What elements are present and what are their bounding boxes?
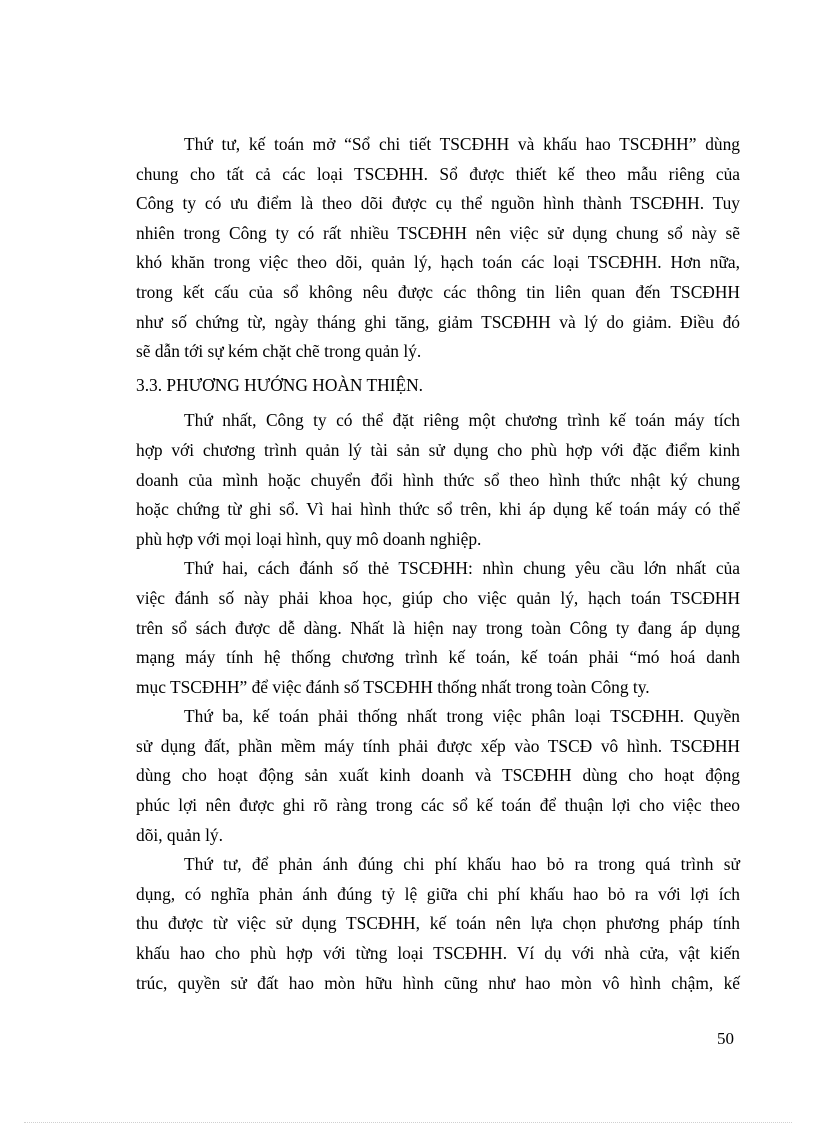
paragraph-line: hoặc chứng từ ghi sổ. Vì hai hình thức sổ trên, khi áp dụng kế toán máy có thể <box>136 499 740 520</box>
paragraph-line: Thứ nhất, Công ty có thể đặt riêng một chương trình kế toán máy tích <box>184 410 740 431</box>
paragraph-3 <box>136 554 740 702</box>
paragraph-line: Thứ tư, để phản ánh đúng chi phí khấu hao bỏ ra trong quá trình sử <box>184 854 740 875</box>
paragraph-line: việc đánh số này phải khoa học, giúp cho việc quản lý, hạch toán TSCĐHH <box>136 587 740 608</box>
paragraph-line: sẽ dẫn tới sự kém chặt chẽ trong quản lý. <box>136 341 422 362</box>
page-number: 50 <box>717 1029 734 1048</box>
paragraph-line: sử dụng đất, phần mềm máy tính phải được xếp vào TSCĐ vô hình. TSCĐHH <box>136 735 740 756</box>
paragraph-line: Thứ ba, kế toán phải thống nhất trong việc phân loại TSCĐHH. Quyền <box>184 706 740 727</box>
paragraph-line: phù hợp với mọi loại hình, quy mô doanh nghiệp. <box>136 528 482 549</box>
paragraph-line: trên sổ sách được dễ dàng. Nhất là hiện nay trong toàn Công ty đang áp dụng <box>136 617 740 638</box>
paragraph-line: trong kết cấu của sổ không nêu được các thông tin liên quan đến TSCĐHH <box>136 281 740 302</box>
paragraph-line: mạng máy tính hệ thống chương trình kế toán, kế toán phải “mó hoá danh <box>136 647 740 668</box>
paragraph-line: dụng, có nghĩa phản ánh đúng tỷ lệ giữa chi phí khấu hao bỏ ra với lợi ích <box>136 883 740 904</box>
paragraph-line: Công ty có ưu điểm là theo dõi được cụ thể nguồn hình thành TSCĐHH. Tuy <box>136 193 740 214</box>
paragraph-line: doanh của mình hoặc chuyển đổi hình thức sổ theo hình thức nhật ký chung <box>136 469 740 490</box>
page-body <box>136 130 740 998</box>
paragraph-line: hợp với chương trình quản lý tài sản sử dụng cho phù hợp với đặc điểm kinh <box>136 439 740 460</box>
paragraph-line: Thứ hai, cách đánh số thẻ TSCĐHH: nhìn chung yêu cầu lớn nhất của <box>184 558 740 579</box>
paragraph-1 <box>136 130 740 367</box>
paragraph-line: Thứ tư, kế toán mở “Sổ chi tiết TSCĐHH và khấu hao TSCĐHH” dùng <box>184 134 740 154</box>
paragraph-line: chung cho tất cả các loại TSCĐHH. Sổ được thiết kế theo mẫu riêng của <box>136 163 740 184</box>
paragraph-line: dõi, quản lý. <box>136 824 223 845</box>
paragraph-line: khấu hao cho phù hợp với từng loại TSCĐHH. Ví dụ với nhà cửa, vật kiến <box>136 943 740 964</box>
paragraph-5 <box>136 850 740 998</box>
paragraph-line: thu được từ việc sử dụng TSCĐHH, kế toán nên lựa chọn phương pháp tính <box>136 913 740 934</box>
paragraph-line: khó khăn trong việc theo dõi, quản lý, hạch toán các loại TSCĐHH. Hơn nữa, <box>136 252 740 273</box>
paragraph-line: dùng cho hoạt động sản xuất kinh doanh và TSCĐHH dùng cho hoạt động <box>136 765 740 786</box>
paragraph-line: trúc, quyền sử đất hao mòn hữu hình cũng như hao mòn vô hình chậm, kế <box>136 972 740 993</box>
paragraph-line: phúc lợi nên được ghi rõ ràng trong các sổ kế toán để thuận lợi cho việc theo <box>136 795 740 816</box>
paragraph-line: mục TSCĐHH” để việc đánh số TSCĐHH thống nhất trong toàn Công ty. <box>136 676 650 697</box>
paragraph-line: nhiên trong Công ty có rất nhiều TSCĐHH nên việc sử dụng chung sổ này sẽ <box>136 222 740 243</box>
section-heading: 3.3. PHƯƠNG HƯỚNG HOÀN THIỆN. <box>136 374 424 395</box>
paragraph-2 <box>136 406 740 554</box>
paragraph-line: như số chứng từ, ngày tháng ghi tăng, giảm TSCĐHH và lý do giảm. Điều đó <box>136 311 740 332</box>
paragraph-4 <box>136 702 740 850</box>
